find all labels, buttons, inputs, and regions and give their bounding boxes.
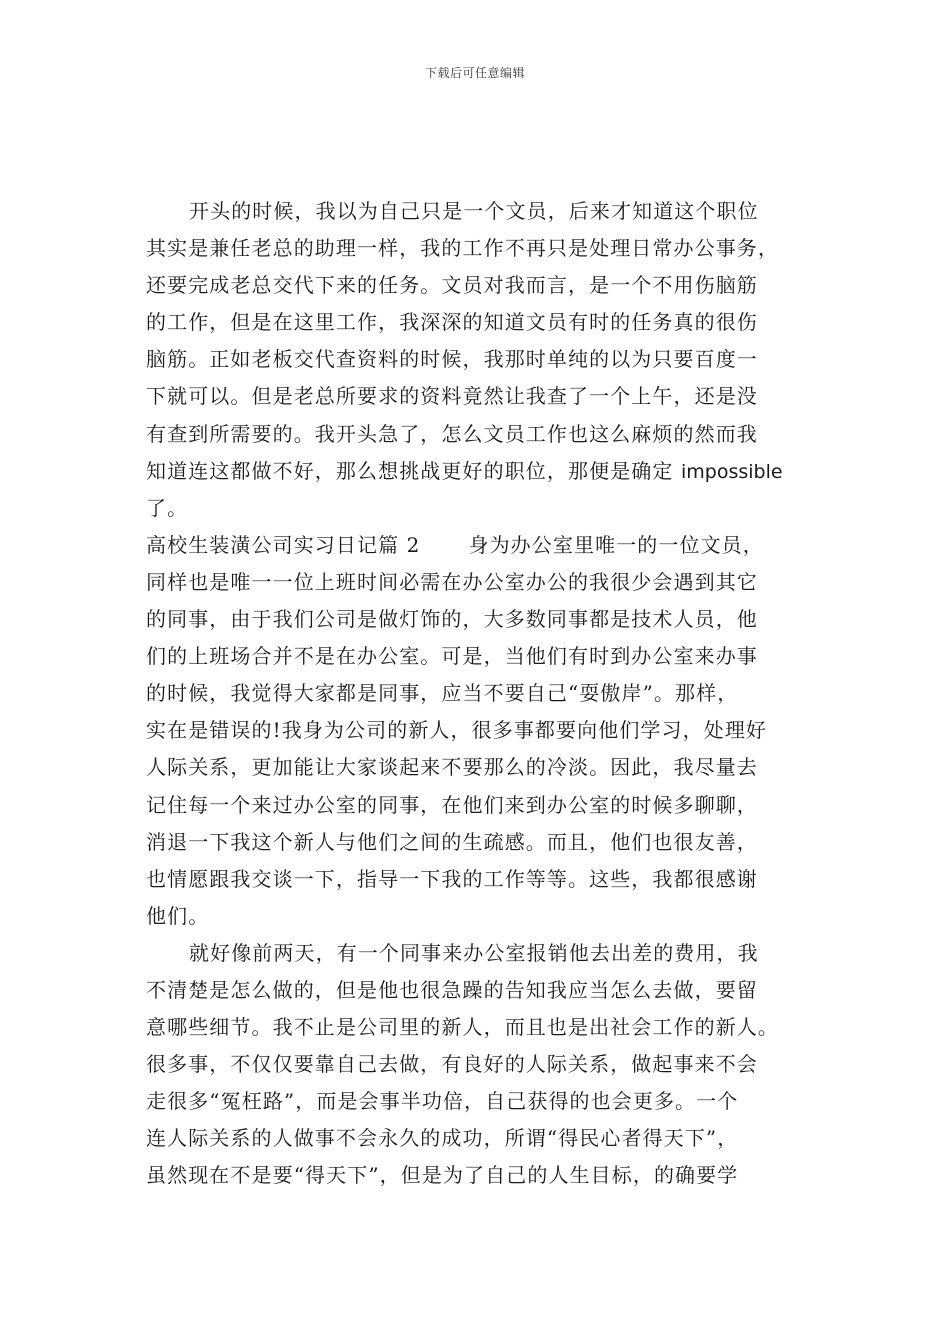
paragraph-3-line: 走很多“冤枉路”，而是会事半功倍，自己获得的也会更多。一个: [146, 1089, 739, 1114]
paragraph-1-line: 其实是兼任老总的助理一样，我的工作不再只是处理日常办公事务，: [146, 236, 779, 261]
paragraph-3-line: 很多事，不仅仅要靠自己去做，有良好的人际关系，做起事来不会: [146, 1052, 758, 1077]
english-word: impossible: [680, 460, 783, 483]
paragraph-3-line: 虽然现在不是要“得天下”，但是为了自己的人生目标，的确要学: [146, 1163, 739, 1188]
paragraph-2-line: 记住每一个来过办公室的同事，在他们来到办公室的时候多聊聊，: [146, 792, 758, 817]
page-header: 下载后可任意编辑: [424, 66, 525, 80]
paragraph-2-line: 他们。: [146, 903, 210, 928]
section-2-title: 高校生装潢公司实习日记篇 2: [146, 532, 421, 557]
section-2-first-line: [146, 527, 808, 564]
paragraph-1-line: 开头的时候，我以为自己只是一个文员，后来才知道这个职位: [189, 199, 759, 223]
paragraph-1-line: [146, 453, 808, 490]
document-body: [146, 193, 808, 1195]
paragraph-2-line: 也情愿跟我交谈一下，指导一下我的工作等等。这些，我都很感谢: [146, 866, 758, 891]
paragraph-1-line: 下就可以。但是老总所要求的资料竟然让我查了一个上午，还是没: [146, 384, 758, 409]
paragraph-2-line: 的同事，由于我们公司是做灯饰的，大多数同事都是技术人员，他: [146, 607, 758, 632]
paragraph-3-line: 就好像前两天，有一个同事来办公室报销他去出差的费用，我: [189, 940, 759, 965]
paragraph-2-line: 们的上班场合并不是在办公室。可是，当他们有时到办公室来办事: [146, 644, 758, 669]
paragraph-2-line: 同样也是唯一一位上班时间必需在办公室办公的我很少会遇到其它: [146, 569, 758, 594]
paragraph-1-line-text: 知道连这都做不好，那么想挑战更好的职位，那便是确定: [146, 458, 681, 483]
section-2-first-line-text: 身为办公室里唯一的一位文员，: [468, 532, 764, 557]
paragraph-1-line: 有查到所需要的。我开头急了，怎么文员工作也这么麻烦的然而我: [146, 421, 758, 446]
paragraph-2-line: 实在是错误的!我身为公司的新人，很多事都要向他们学习，处理好: [146, 718, 768, 743]
paragraph-3-line: 连人际关系的人做事不会永久的成功，所谓“得民心者得天下”，: [146, 1126, 739, 1151]
paragraph-1-last-line: 了。: [146, 495, 189, 520]
paragraph-3-line: 意哪些细节。我不止是公司里的新人，而且也是出社会工作的新人。: [146, 1015, 779, 1040]
paragraph-1-line: 的工作，但是在这里工作，我深深的知道文员有时的任务真的很伤: [146, 310, 758, 335]
paragraph-3-line: 不清楚是怎么做的，但是他也很急躁的告知我应当怎么去做，要留: [146, 977, 758, 1002]
paragraph-1-line: 脑筋。正如老板交代查资料的时候，我那时单纯的以为只要百度一: [146, 347, 758, 372]
paragraph-2-line: 人际关系，更加能让大家谈起来不要那么的冷淡。因此，我尽量去: [146, 755, 758, 780]
paragraph-1-line: 还要完成老总交代下来的任务。文员对我而言，是一个不用伤脑筋: [146, 273, 758, 298]
paragraph-2-line: 消退一下我这个新人与他们之间的生疏感。而且，他们也很友善，: [146, 829, 758, 854]
paragraph-2-line: 的时候，我觉得大家都是同事，应当不要自己“耍傲岸”。那样，: [146, 681, 739, 706]
